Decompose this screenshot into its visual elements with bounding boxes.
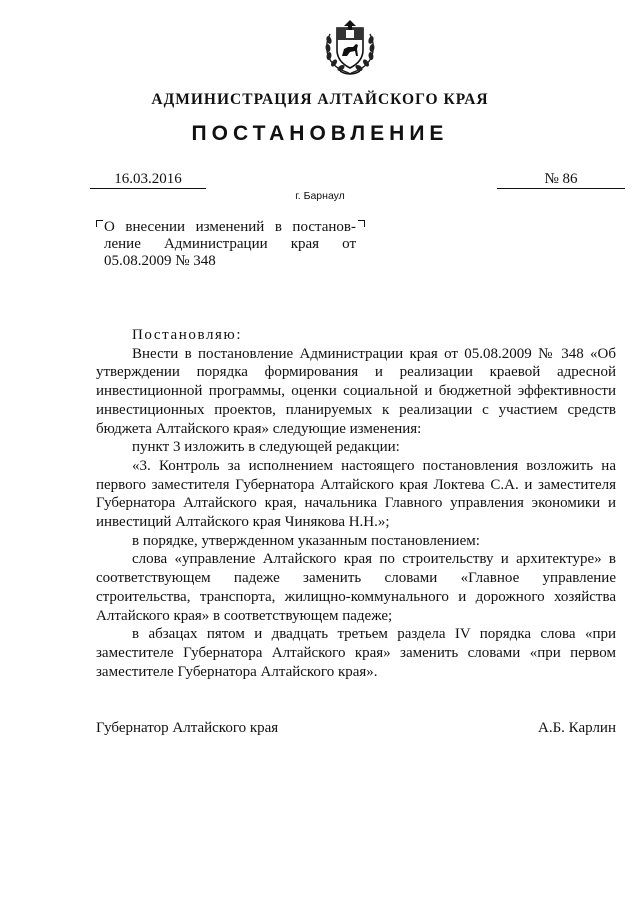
body-paragraph: «3. Контроль за исполнением настоящего постановления возложить на первого заместителя Губернатора Алтайского края Локтева С.А. и заместителя Губернатора Алтайского края, начальника Главного управления экономики и инвестиций Алтайского края Чинякова Н.Н.»;: [96, 457, 616, 531]
body-paragraph: в порядке, утвержденном указанным постановлением:: [132, 532, 480, 549]
subject-line: ление Администрации края от: [104, 236, 356, 252]
body-paragraph: в абзацах пятом и двадцать третьем раздела IV порядка слова «при заместителе Губернатора Алтайского края» заменить словами «при первом заместителе Губернатора Алтайского края».: [96, 626, 616, 680]
document-subject: [104, 219, 356, 270]
document-number: № 86: [497, 171, 625, 189]
document-date: 16.03.2016: [90, 171, 206, 189]
preamble: Постановляю:: [132, 327, 243, 343]
subject-line: О внесении изменений в постанов-: [104, 219, 356, 235]
subject-bracket-right: [358, 220, 365, 227]
signatory-title: Губернатор Алтайского края: [96, 720, 279, 736]
document-type-title: ПОСТАНОВЛЕНИЕ: [191, 122, 449, 145]
organization-name: АДМИНИСТРАЦИЯ АЛТАЙСКОГО КРАЯ: [151, 91, 489, 108]
body-paragraph: Внести в постановление Администрации края от 05.08.2009 № 348 «Об утверждении порядка формирования и реализации краевой адресной инвестиционной программы, оценки социальной и бюджетной эффективности инвестиционных проектов, планируемых к реализации с участием средств бюджета Алтайского края» следующие изменения:: [96, 345, 616, 437]
subject-bracket-left: [96, 220, 103, 227]
altai-krai-coat-of-arms-icon: [318, 14, 382, 78]
body-paragraph: слова «управление Алтайского края по строительству и архитектуре» в соответствующем падеже заменить словами «Главное управление строительства, транспорта, жилищно-коммунального и дорожного хозяйства Алтайского края» в соответствующем падеже;: [96, 551, 616, 624]
signatory-name: А.Б. Карлин: [537, 720, 616, 736]
subject-line: 05.08.2009 № 348: [104, 253, 216, 269]
document-body: [96, 326, 616, 681]
document-city: г. Барнаул: [295, 190, 345, 202]
body-paragraph: пункт 3 изложить в следующей редакции:: [132, 439, 400, 456]
